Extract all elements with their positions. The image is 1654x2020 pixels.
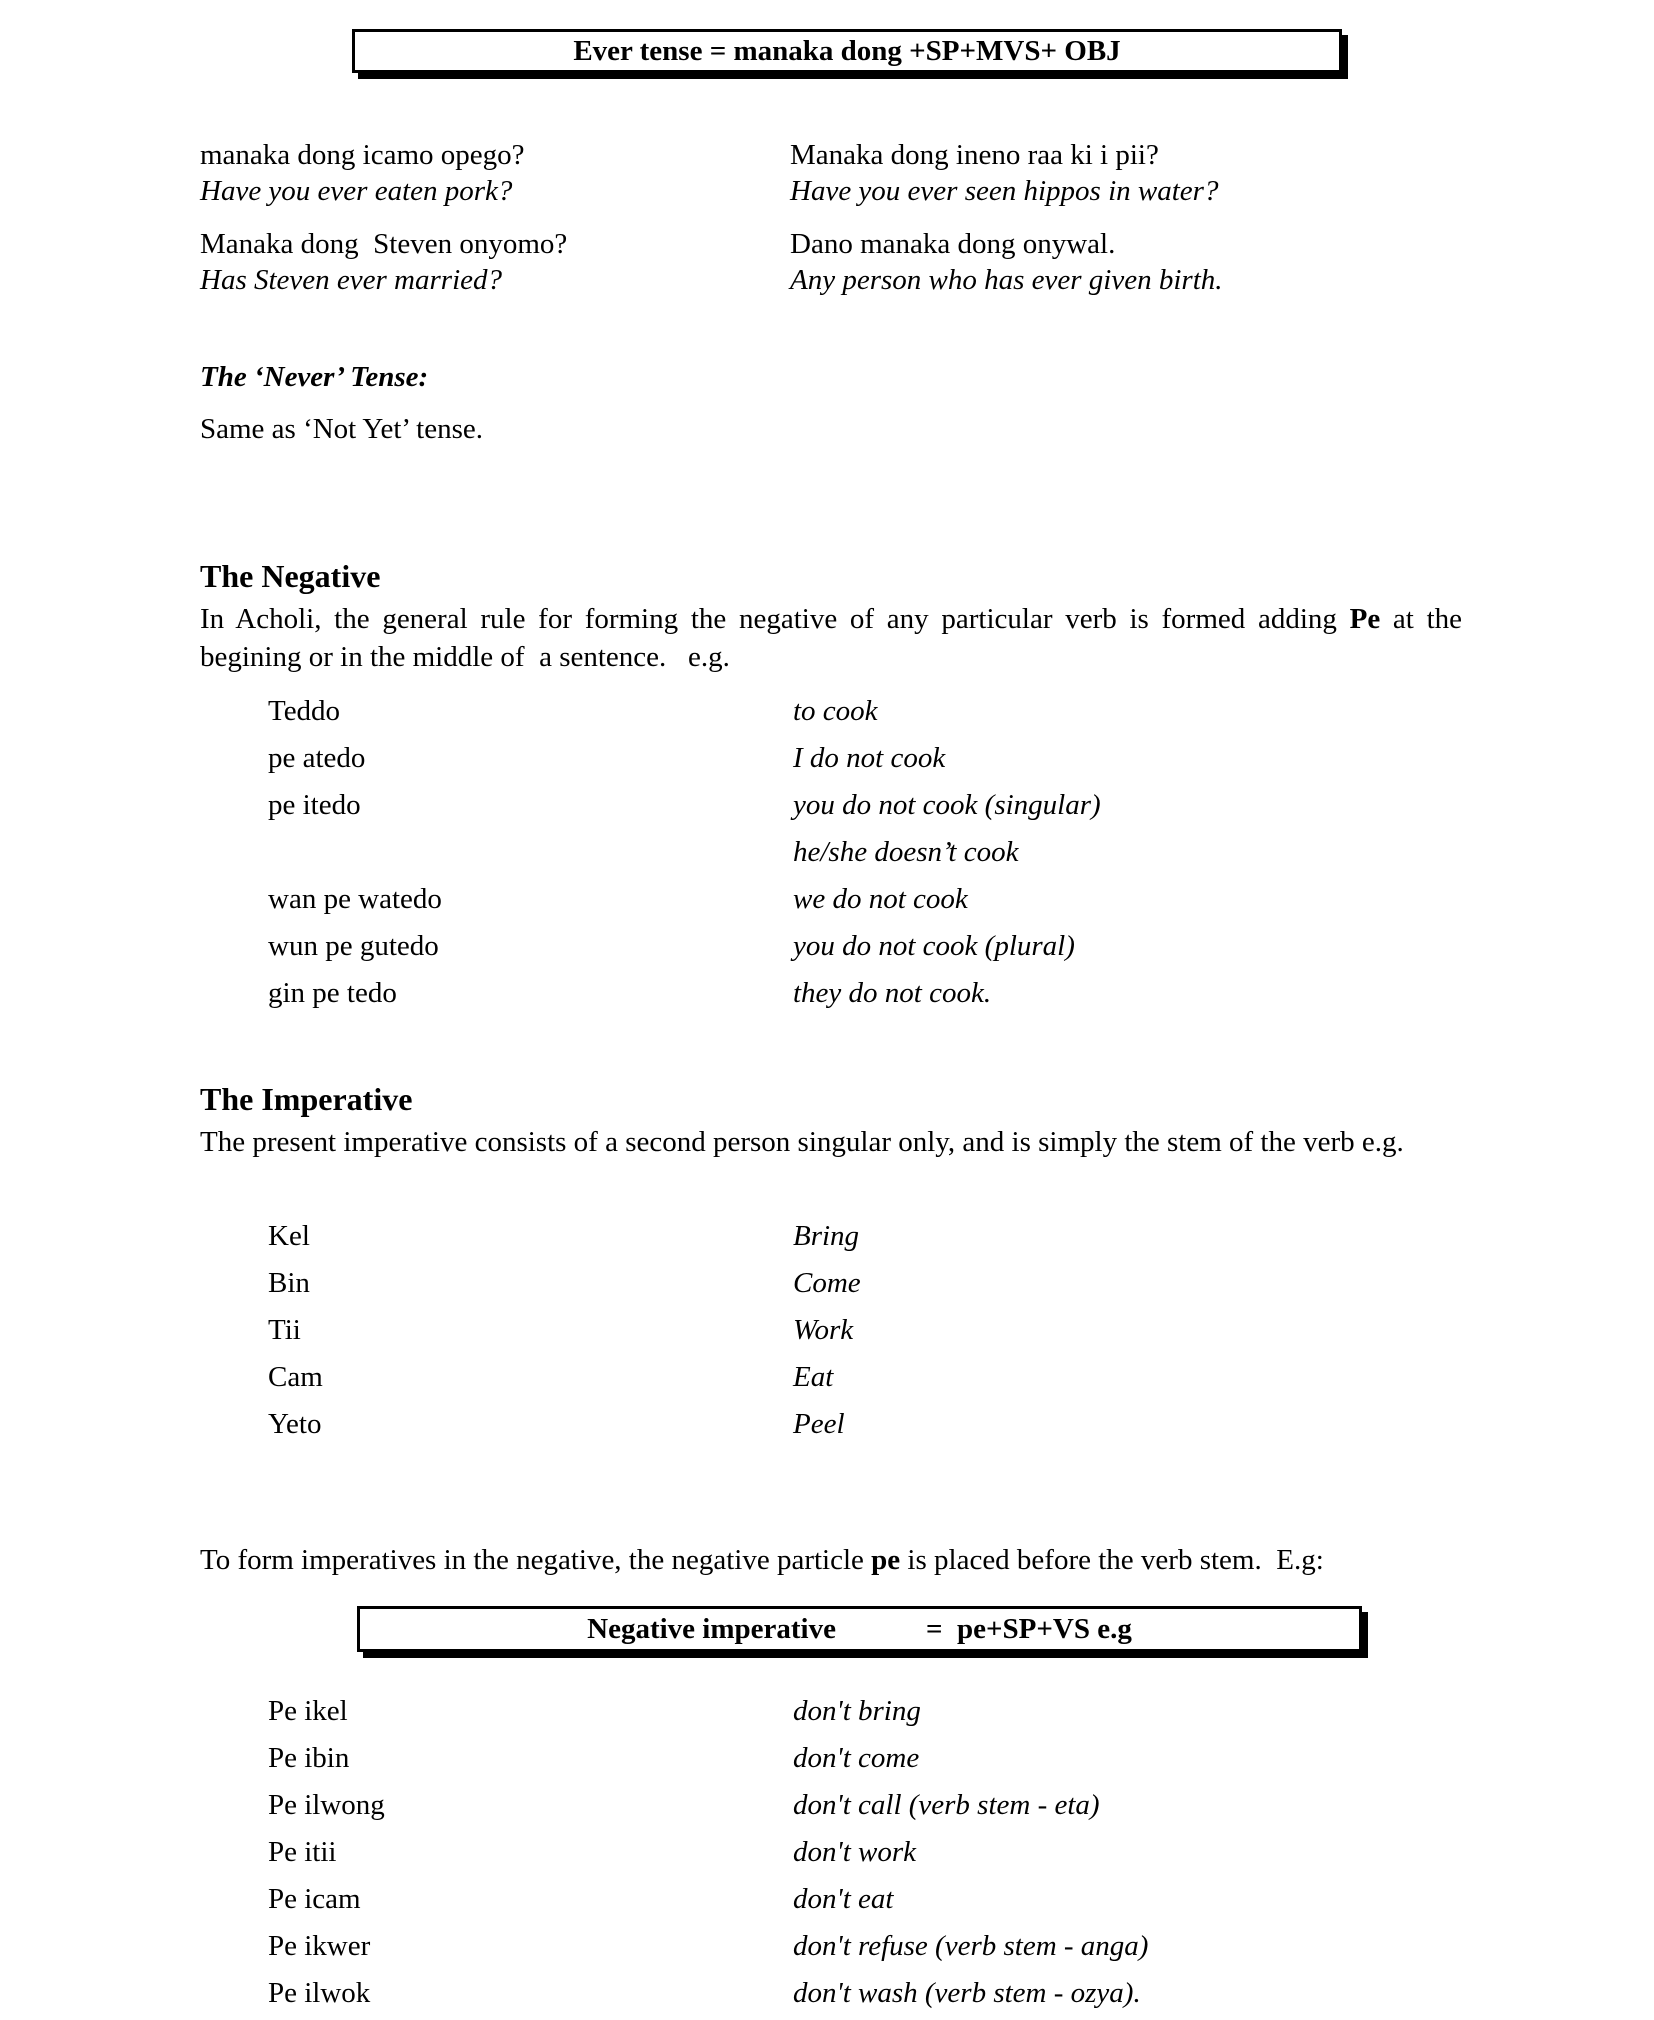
acholi-term: Pe itii bbox=[268, 1836, 337, 1868]
acholi-term: Pe ilwok bbox=[268, 1977, 371, 2009]
english-translation: don't come bbox=[793, 1742, 920, 1774]
acholi-sentence: Dano manaka dong onywal. bbox=[790, 228, 1116, 260]
formula-text-negative-imperative: = pe+SP+VS e.g bbox=[925, 1612, 1132, 1645]
imperative-heading: The Imperative bbox=[200, 1081, 413, 1117]
imperative-paragraph: The present imperative consists of a second person singular only, and is simply the stem of the verb e.g. bbox=[200, 1126, 1404, 1158]
acholi-term: Cam bbox=[268, 1361, 323, 1393]
vocab-row bbox=[268, 1688, 1568, 1735]
english-translation: don't refuse (verb stem - anga) bbox=[793, 1930, 1149, 1962]
acholi-term: Pe icam bbox=[268, 1883, 361, 1915]
acholi-sentence: Manaka dong Steven onyomo? bbox=[200, 228, 568, 260]
vocab-row bbox=[268, 1307, 1568, 1354]
vocab-row bbox=[268, 1260, 1568, 1307]
formula-label-negative-imperative: Negative imperative bbox=[587, 1612, 836, 1645]
english-translation: to cook bbox=[793, 695, 878, 727]
english-translation: I do not cook bbox=[793, 742, 946, 774]
english-translation: they do not cook. bbox=[793, 977, 992, 1009]
vocab-row bbox=[268, 782, 1568, 829]
vocab-row bbox=[268, 688, 1568, 735]
vocab-row bbox=[268, 1401, 1568, 1448]
examples-grid bbox=[200, 137, 1500, 298]
negative-vocab-list bbox=[268, 688, 1568, 1017]
english-translation: Work bbox=[793, 1314, 854, 1346]
never-tense-body: Same as ‘Not Yet’ tense. bbox=[200, 413, 483, 445]
formula-text-ever-tense: Ever tense = manaka dong +SP+MVS+ OBJ bbox=[573, 34, 1121, 67]
negative-imperative-vocab-list bbox=[268, 1688, 1568, 2017]
acholi-term: wun pe gutedo bbox=[268, 930, 439, 962]
example-item bbox=[200, 137, 790, 209]
negative-paragraph bbox=[200, 600, 1462, 676]
negative-imperative-intro-part1: To form imperatives in the negative, the negative particle bbox=[200, 1544, 872, 1576]
never-tense-heading: The ‘Never’ Tense: bbox=[200, 361, 429, 393]
vocab-row bbox=[268, 1213, 1568, 1260]
english-translation: Has Steven ever married? bbox=[200, 264, 502, 296]
vocab-row bbox=[268, 1829, 1568, 1876]
english-translation: Have you ever seen hippos in water? bbox=[790, 175, 1219, 207]
negative-paragraph-part3: at the begining or in the middle of a sentence. e.g. bbox=[200, 603, 1463, 673]
acholi-term: wan pe watedo bbox=[268, 883, 442, 915]
english-translation: Bring bbox=[793, 1220, 860, 1252]
vocab-row bbox=[268, 1354, 1568, 1401]
acholi-term: pe atedo bbox=[268, 742, 366, 774]
negative-paragraph-part1: In Acholi, the general rule for forming the negative of any particular verb is formed adding bbox=[200, 603, 1350, 635]
vocab-row bbox=[268, 1735, 1568, 1782]
vocab-row bbox=[268, 1876, 1568, 1923]
formula-box-ever-tense bbox=[352, 29, 1342, 73]
acholi-term: Pe ikel bbox=[268, 1695, 348, 1727]
formula-box-negative-imperative bbox=[357, 1606, 1362, 1652]
english-translation: don't bring bbox=[793, 1695, 921, 1727]
acholi-term: Kel bbox=[268, 1220, 310, 1252]
acholi-term: Yeto bbox=[268, 1408, 322, 1440]
acholi-term: Pe ilwong bbox=[268, 1789, 385, 1821]
imperative-vocab-list bbox=[268, 1213, 1568, 1448]
negative-imperative-intro-part3: is placed before the verb stem. E.g: bbox=[900, 1544, 1324, 1576]
english-translation: don't work bbox=[793, 1836, 917, 1868]
acholi-term: gin pe tedo bbox=[268, 977, 397, 1009]
acholi-term: Pe ikwer bbox=[268, 1930, 371, 1962]
acholi-term: Teddo bbox=[268, 695, 341, 727]
negative-imperative-intro bbox=[200, 1541, 1462, 1579]
english-translation: don't eat bbox=[793, 1883, 894, 1915]
acholi-term: Bin bbox=[268, 1267, 310, 1299]
vocab-row bbox=[268, 923, 1568, 970]
acholi-term: Pe ibin bbox=[268, 1742, 350, 1774]
example-item bbox=[790, 226, 1500, 298]
vocab-row bbox=[268, 970, 1568, 1017]
vocab-row bbox=[268, 735, 1568, 782]
vocab-row bbox=[268, 1782, 1568, 1829]
negative-imperative-intro-pe: pe bbox=[871, 1544, 901, 1576]
english-translation: don't call (verb stem - eta) bbox=[793, 1789, 1100, 1821]
vocab-row bbox=[268, 1970, 1568, 2017]
english-translation: don't wash (verb stem - ozya). bbox=[793, 1977, 1141, 2009]
negative-heading: The Negative bbox=[200, 558, 381, 594]
vocab-row bbox=[268, 1923, 1568, 1970]
negative-paragraph-pe: Pe bbox=[1349, 603, 1381, 635]
vocab-row bbox=[268, 829, 1568, 876]
english-translation: you do not cook (singular) bbox=[793, 789, 1101, 821]
english-translation: Peel bbox=[793, 1408, 845, 1440]
example-item bbox=[200, 226, 790, 298]
acholi-sentence: Manaka dong ineno raa ki i pii? bbox=[790, 139, 1159, 171]
english-translation: Any person who has ever given birth. bbox=[790, 264, 1223, 296]
english-translation: Have you ever eaten pork? bbox=[200, 175, 513, 207]
acholi-sentence: manaka dong icamo opego? bbox=[200, 139, 525, 171]
english-translation: you do not cook (plural) bbox=[793, 930, 1075, 962]
english-translation: Eat bbox=[793, 1361, 834, 1393]
vocab-row bbox=[268, 876, 1568, 923]
english-translation: he/she doesn’t cook bbox=[793, 836, 1019, 868]
acholi-term: Tii bbox=[268, 1314, 301, 1346]
example-item bbox=[790, 137, 1500, 209]
english-translation: we do not cook bbox=[793, 883, 968, 915]
acholi-term bbox=[268, 829, 793, 876]
acholi-term: pe itedo bbox=[268, 789, 361, 821]
english-translation: Come bbox=[793, 1267, 861, 1299]
